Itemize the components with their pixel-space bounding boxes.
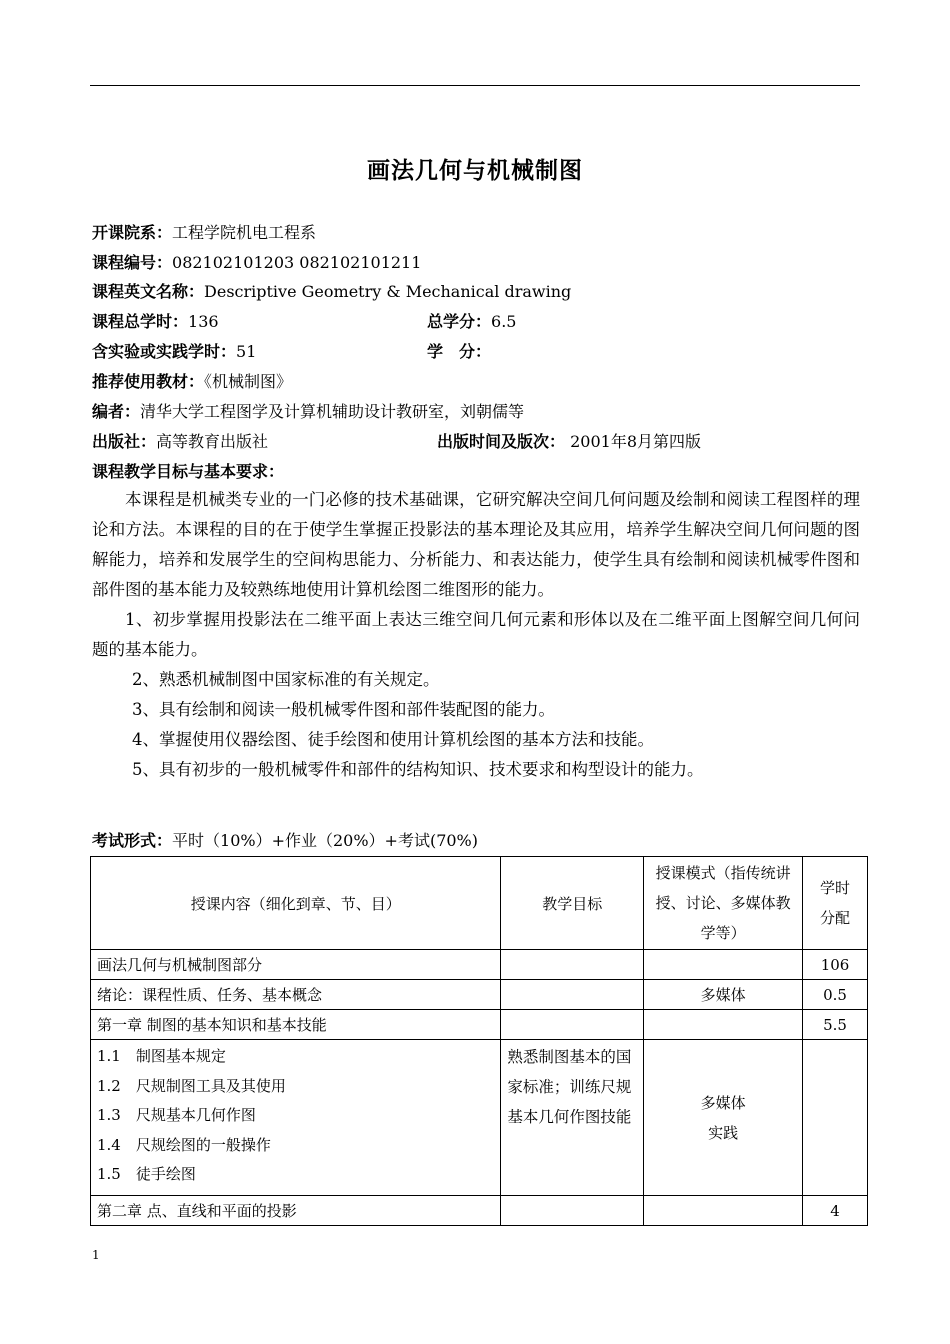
- goal-item-1: 1、初步掌握用投影法在二维平面上表达三维空间几何元素和形体以及在二维平面上图解空间几何问题的基本能力。: [92, 610, 860, 659]
- editor-line: [92, 401, 524, 423]
- table-row: [91, 1010, 868, 1040]
- exam-line: [92, 830, 478, 852]
- textbook-label: 推荐使用教材：: [92, 372, 205, 391]
- row-content: 绪论：课程性质、任务、基本概念: [91, 980, 501, 1010]
- goals-heading: 课程教学目标与基本要求：: [92, 462, 285, 481]
- edition-value: 2001年8月第四版: [570, 432, 702, 451]
- dept-label: 开课院系：: [92, 223, 173, 242]
- header-content: 授课内容（细化到章、节、目）: [91, 857, 501, 950]
- credit2-line: [427, 341, 491, 363]
- row-mode: [644, 1196, 803, 1226]
- lab-line: [92, 341, 256, 363]
- goals-intro: 本课程是机械类专业的一门必修的技术基础课，它研究解决空间几何问题及绘制和阅读工程图样的理论和方法。本课程的目的在于使学生掌握正投影法的基本理论及其应用，培养学生解决空间几何问题的图解能力，培养和发展学生的空间构思能力、分析能力、和表达能力，使学生具有绘制和阅读机械零件图和部件图的基本能力及较熟练地使用计算机绘图二维图形的能力。: [92, 490, 860, 599]
- row-objective: [501, 980, 644, 1010]
- header-hours: 学时分配: [803, 857, 868, 950]
- publisher-value: 高等教育出版社: [156, 432, 269, 451]
- publisher-label: 出版社：: [92, 432, 157, 451]
- chapter1-section-list: [91, 1040, 501, 1196]
- row-content: 第一章 制图的基本知识和基本技能: [91, 1010, 501, 1040]
- row-objective: [501, 1010, 644, 1040]
- en-name-line: [92, 281, 571, 303]
- row-mode: 多媒体: [644, 980, 803, 1010]
- row-hours: 4: [803, 1196, 868, 1226]
- dept-line: [92, 222, 316, 244]
- edition-label: 出版时间及版次：: [437, 432, 566, 451]
- table-row-chapter1-sections: [91, 1040, 868, 1196]
- edition-line: [437, 431, 701, 453]
- row-hours: 106: [803, 950, 868, 980]
- goal-item-3: 3、具有绘制和阅读一般机械零件图和部件装配图的能力。: [132, 700, 555, 719]
- row-mode: [644, 950, 803, 980]
- page-number: 1: [92, 1248, 100, 1262]
- table-row: [91, 1196, 868, 1226]
- section-item: 1.1 制图基本规定: [97, 1047, 226, 1065]
- chapter1-objective: 熟悉制图基本的国家标准；训练尺规基本几何作图技能: [501, 1040, 644, 1196]
- lab-value: 51: [236, 342, 257, 361]
- publisher-line: [92, 431, 268, 453]
- syllabus-table: [90, 856, 868, 1226]
- section-item: 1.2 尺规制图工具及其使用: [97, 1076, 286, 1095]
- section-item: 1.4 尺规绘图的一般操作: [97, 1135, 271, 1154]
- table-header-row: [91, 857, 868, 950]
- document-title: 画法几何与机械制图: [367, 157, 583, 184]
- chapter1-mode: [644, 1040, 803, 1196]
- section-item: 1.5 徒手绘图: [97, 1165, 196, 1183]
- credit2-label: 学 分：: [427, 342, 492, 361]
- chapter1-hours: [803, 1040, 868, 1196]
- row-content: 第二章 点、直线和平面的投影: [91, 1196, 501, 1226]
- exam-label: 考试形式：: [92, 831, 173, 850]
- en-name-label: 课程英文名称：: [92, 282, 205, 301]
- editor-value: 清华大学工程图学及计算机辅助设计教研室，刘朝儒等: [140, 402, 525, 421]
- goal-item-2: 2、熟悉机械制图中国家标准的有关规定。: [132, 670, 440, 689]
- editor-label: 编者：: [92, 402, 141, 421]
- goals-body: [92, 485, 860, 785]
- lab-label: 含实验或实践学时：: [92, 342, 237, 361]
- row-hours: 0.5: [803, 980, 868, 1010]
- hours-label: 课程总学时：: [92, 312, 189, 331]
- hours-line: [92, 311, 219, 333]
- chapter1-mode-2: 实践: [708, 1123, 739, 1142]
- credits-line: [427, 311, 516, 333]
- section-item: 1.3 尺规基本几何作图: [97, 1106, 256, 1124]
- hours-value: 136: [188, 312, 219, 331]
- en-name-value: Descriptive Geometry & Mechanical drawing: [204, 282, 572, 301]
- credits-value: 6.5: [491, 312, 517, 331]
- header-mode: 授课模式（指传统讲授、讨论、多媒体教学等）: [644, 857, 803, 950]
- exam-value: 平时（10%）+作业（20%）+考试(70%): [172, 831, 479, 850]
- code-value: 082102101203 082102101211: [172, 253, 422, 272]
- textbook-line: [92, 371, 292, 393]
- header-rule: [90, 85, 860, 86]
- row-hours: 5.5: [803, 1010, 868, 1040]
- row-objective: [501, 1196, 644, 1226]
- code-line: [92, 252, 421, 274]
- header-objective: 教学目标: [501, 857, 644, 950]
- chapter1-mode-1: 多媒体: [700, 1093, 746, 1112]
- dept-value: 工程学院机电工程系: [172, 223, 317, 242]
- textbook-value: 《机械制图》: [204, 372, 293, 391]
- goal-item-5: 5、具有初步的一般机械零件和部件的结构知识、技术要求和构型设计的能力。: [132, 760, 704, 779]
- code-label: 课程编号：: [92, 253, 173, 272]
- table-row: [91, 950, 868, 980]
- goal-item-4: 4、掌握使用仪器绘图、徒手绘图和使用计算机绘图的基本方法和技能。: [132, 730, 654, 749]
- row-content: 画法几何与机械制图部分: [91, 950, 501, 980]
- row-objective: [501, 950, 644, 980]
- table-row: [91, 980, 868, 1010]
- row-mode: [644, 1010, 803, 1040]
- credits-label: 总学分：: [427, 312, 492, 331]
